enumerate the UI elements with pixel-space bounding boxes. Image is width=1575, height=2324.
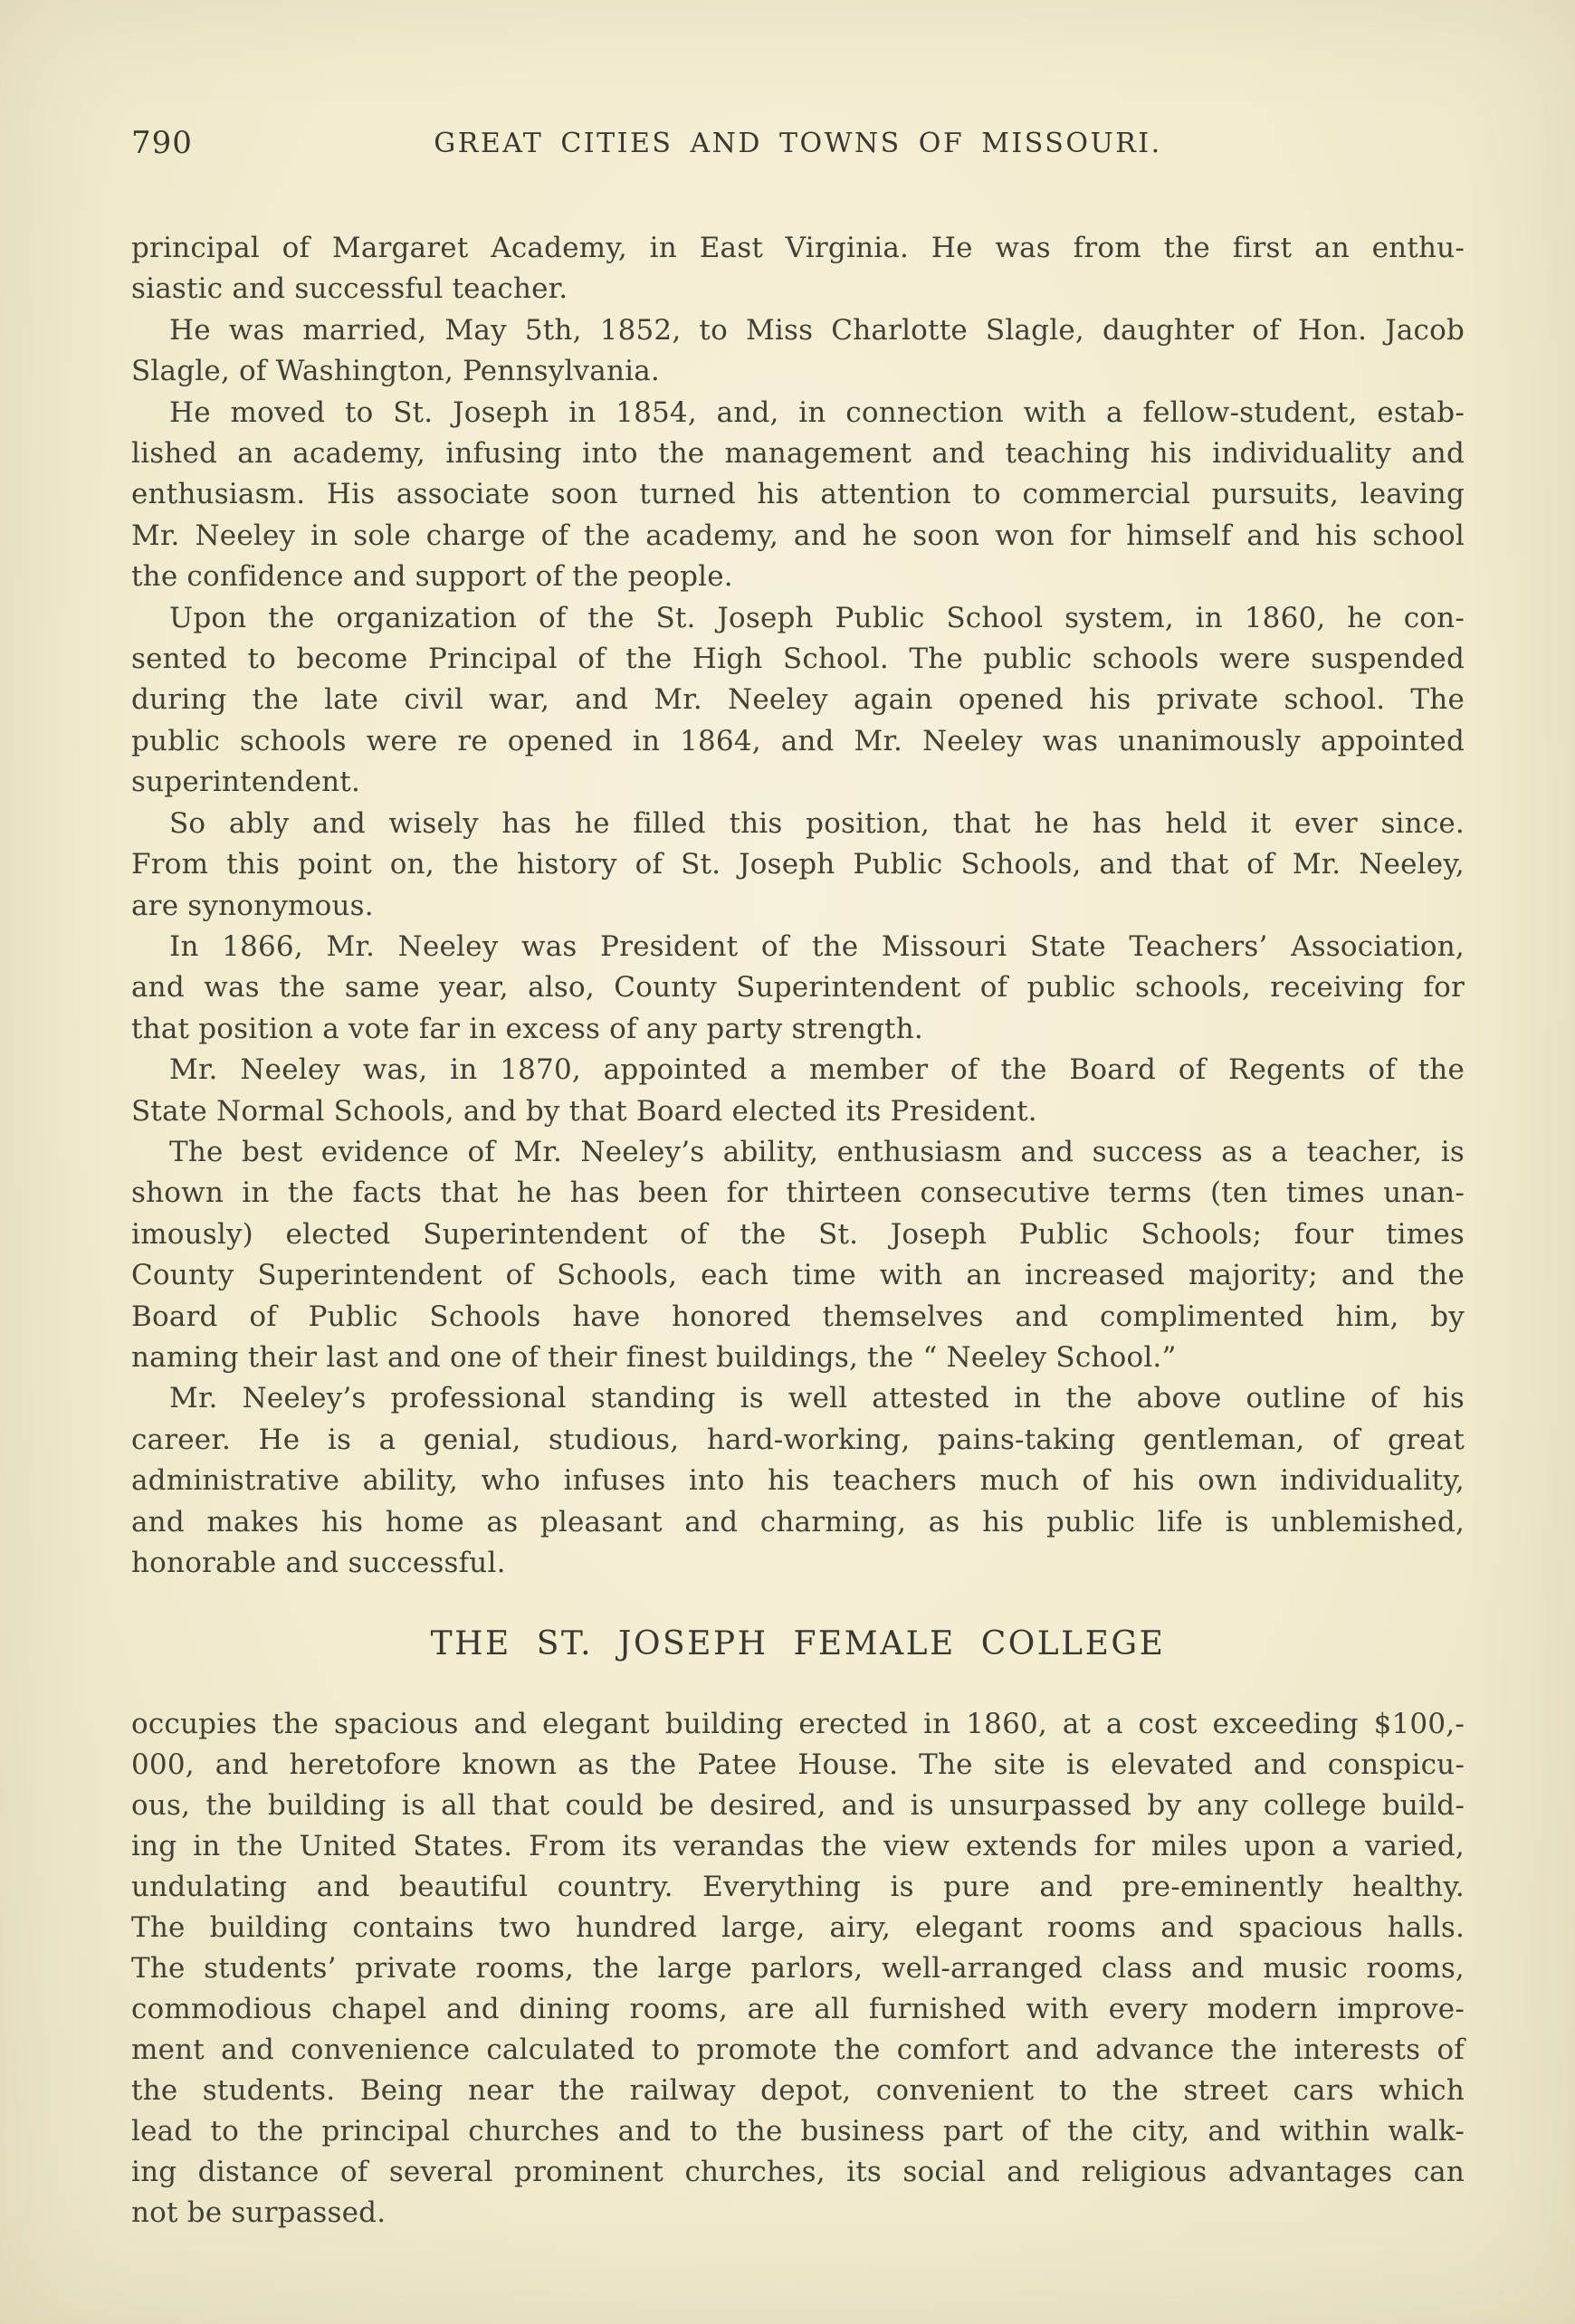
text-line: Board of Public Schools have honored themselves and complimented him, by xyxy=(131,1300,1465,1333)
text-line: ous, the building is all that could be desired, and is unsurpassed by any college build- xyxy=(131,1789,1465,1822)
text-line: career. He is a genial, studious, hard-working, pains-taking gentleman, of great xyxy=(131,1423,1465,1456)
college-text-block xyxy=(131,1704,1465,2234)
text-line: that position a vote far in excess of any party strength. xyxy=(131,1012,923,1045)
text-line: not be surpassed. xyxy=(131,2196,387,2229)
text-line: sented to become Principal of the High School. The public schools were suspended xyxy=(131,643,1465,676)
text-line: From this point on, the history of St. Joseph Public Schools, and that of Mr. Neeley, xyxy=(131,848,1465,881)
text-line: Mr. Neeley was, in 1870, appointed a member of the Board of Regents of the xyxy=(169,1053,1465,1087)
text-line: superintendent. xyxy=(131,766,360,799)
text-line: principal of Margaret Academy, in East Virginia. He was from the first an enthu- xyxy=(131,232,1465,264)
text-line: ing in the United States. From its verandas the view extends for miles upon a varied, xyxy=(131,1830,1465,1862)
text-line: He was married, May 5th, 1852, to Miss Charlotte Slagle, daughter of Hon. Jacob xyxy=(169,313,1465,347)
text-line: honorable and successful. xyxy=(131,1547,506,1579)
text-line: 000, and heretofore known as the Patee House. The site is elevated and conspicu- xyxy=(131,1748,1465,1781)
text-line: The students’ private rooms, the large parlors, well-arranged class and music rooms, xyxy=(131,1952,1465,1985)
text-line: during the late civil war, and Mr. Neeley again opened his private school. The xyxy=(131,683,1465,717)
text-line: So ably and wisely has he filled this position, that he has held it ever since. xyxy=(169,806,1465,840)
text-line: public schools were re opened in 1864, and Mr. Neeley was unanimously appointed xyxy=(131,724,1465,757)
text-line: County Superintendent of Schools, each time with an increased majority; and the xyxy=(131,1259,1465,1292)
text-line: imously) elected Superintendent of the St. Joseph Public Schools; four times xyxy=(131,1217,1465,1251)
text-line: administrative ability, who infuses into his teachers much of his own individuality, xyxy=(131,1464,1465,1498)
text-line: Upon the organization of the St. Joseph Public School system, in 1860, he con- xyxy=(169,601,1465,634)
text-line: ing distance of several prominent churches, its social and religious advantages can xyxy=(131,2156,1465,2188)
text-line: the confidence and support of the people. xyxy=(131,560,733,594)
text-line: In 1866, Mr. Neeley was President of the Missouri State Teachers’ Association, xyxy=(169,929,1465,963)
text-line: Slagle, of Washington, Pennsylvania. xyxy=(131,355,660,388)
text-line: ment and convenience calculated to promote the comfort and advance the interests of xyxy=(131,2034,1465,2066)
text-line: are synonymous. xyxy=(131,889,374,922)
text-line: He moved to St. Joseph in 1854, and, in connection with a fellow-student, estab- xyxy=(169,395,1465,429)
text-line: Mr. Neeley’s professional standing is well attested in the above outline of his xyxy=(169,1382,1465,1415)
page-number: 790 xyxy=(131,125,193,161)
text-line: occupies the spacious and elegant building erected in 1860, at a cost exceeding $100,- xyxy=(131,1708,1465,1740)
biography-text-block xyxy=(131,228,1465,1584)
text-line: siastic and successful teacher. xyxy=(131,272,568,306)
text-line: The building contains two hundred large, airy, elegant rooms and spacious halls. xyxy=(131,1911,1465,1944)
text-line: enthusiasm. His associate soon turned his attention to commercial pursuits, leaving xyxy=(131,478,1465,511)
text-line: Mr. Neeley in sole charge of the academy, and he soon won for himself and his school xyxy=(131,519,1465,552)
text-line: lead to the principal churches and to the business part of the city, and within walk- xyxy=(131,2115,1465,2148)
text-line: and was the same year, also, County Superintendent of public schools, receiving for xyxy=(131,971,1465,1005)
text-line: commodious chapel and dining rooms, are all furnished with every modern improve- xyxy=(131,1993,1465,2025)
text-line: undulating and beautiful country. Everything is pure and pre-eminently healthy. xyxy=(131,1871,1465,1903)
text-line: and makes his home as pleasant and charming, as his public life is unblemished, xyxy=(131,1505,1465,1538)
text-line: shown in the facts that he has been for thirteen consecutive terms (ten times unan- xyxy=(131,1176,1465,1210)
text-line: lished an academy, infusing into the management and teaching his individuality and xyxy=(131,437,1465,471)
text-line: The best evidence of Mr. Neeley’s ability, enthusiasm and success as a teacher, is xyxy=(169,1135,1465,1168)
page-header xyxy=(131,125,1465,168)
text-line: the students. Being near the railway depot, convenient to the street cars which xyxy=(131,2074,1465,2107)
text-line: naming their last and one of their finest buildings, the “ Neeley School.” xyxy=(131,1340,1177,1374)
section-heading: THE ST. JOSEPH FEMALE COLLEGE xyxy=(430,1625,1166,1662)
running-header-title: GREAT CITIES AND TOWNS OF MISSOURI. xyxy=(434,128,1162,159)
text-line: State Normal Schools, and by that Board elected its President. xyxy=(131,1094,1037,1128)
